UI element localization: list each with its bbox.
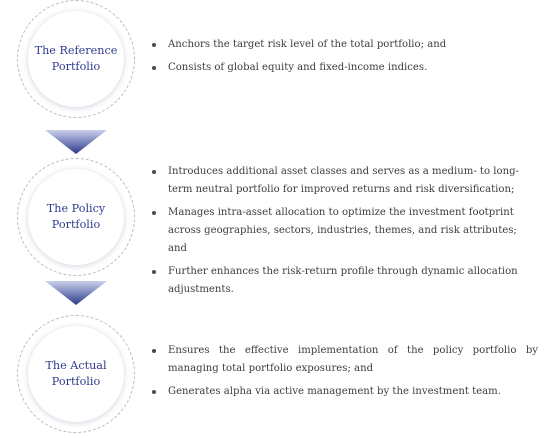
bullet-text: Anchors the target risk level of the total portfolio; and [168, 39, 447, 50]
reference-portfolio-label: The Reference Portfolio [34, 44, 118, 73]
bullet-dot-icon [152, 66, 156, 70]
bullet-text: Ensures the effective implementation of the policy portfolio by managing total portfolio exposures; and [168, 345, 538, 374]
actual-portfolio-circle [17, 315, 135, 433]
down-arrow-icon [45, 130, 107, 154]
bullet-item [152, 383, 538, 401]
bullet-dot-icon [152, 270, 156, 274]
actual-portfolio-bullets [152, 342, 538, 406]
circle-core [28, 326, 124, 422]
bullet-dot-icon [152, 390, 156, 394]
bullet-item [152, 204, 538, 258]
bullet-item [152, 163, 538, 199]
bullet-item [152, 59, 538, 77]
bullet-item [152, 263, 538, 299]
circle-core [28, 169, 124, 265]
reference-portfolio-bullets [152, 36, 538, 82]
bullet-text: Consists of global equity and fixed-income indices. [168, 62, 428, 73]
bullet-dot-icon [152, 211, 156, 215]
bullet-text: Further enhances the risk-return profile through dynamic allocation adjustments. [168, 266, 518, 295]
bullet-text: Generates alpha via active management by the investment team. [168, 386, 501, 397]
bullet-text: Manages intra-asset allocation to optimize the investment footprint across geographies, sectors, industries, themes, and risk attributes; and [168, 207, 517, 254]
bullet-item [152, 36, 538, 54]
policy-portfolio-bullets [152, 163, 538, 304]
actual-portfolio-label: The Actual Portfolio [45, 359, 107, 388]
bullet-dot-icon [152, 349, 156, 353]
reference-portfolio-circle [17, 0, 135, 118]
bullet-dot-icon [152, 43, 156, 47]
policy-portfolio-circle [17, 158, 135, 276]
policy-portfolio-label: The Policy Portfolio [46, 202, 106, 231]
bullet-item [152, 342, 538, 378]
bullet-dot-icon [152, 170, 156, 174]
down-arrow-icon [45, 281, 107, 305]
circle-core [28, 11, 124, 107]
bullet-text: Introduces additional asset classes and serves as a medium- to long-term neutral portfolio for improved returns and risk diversification; [168, 166, 519, 195]
